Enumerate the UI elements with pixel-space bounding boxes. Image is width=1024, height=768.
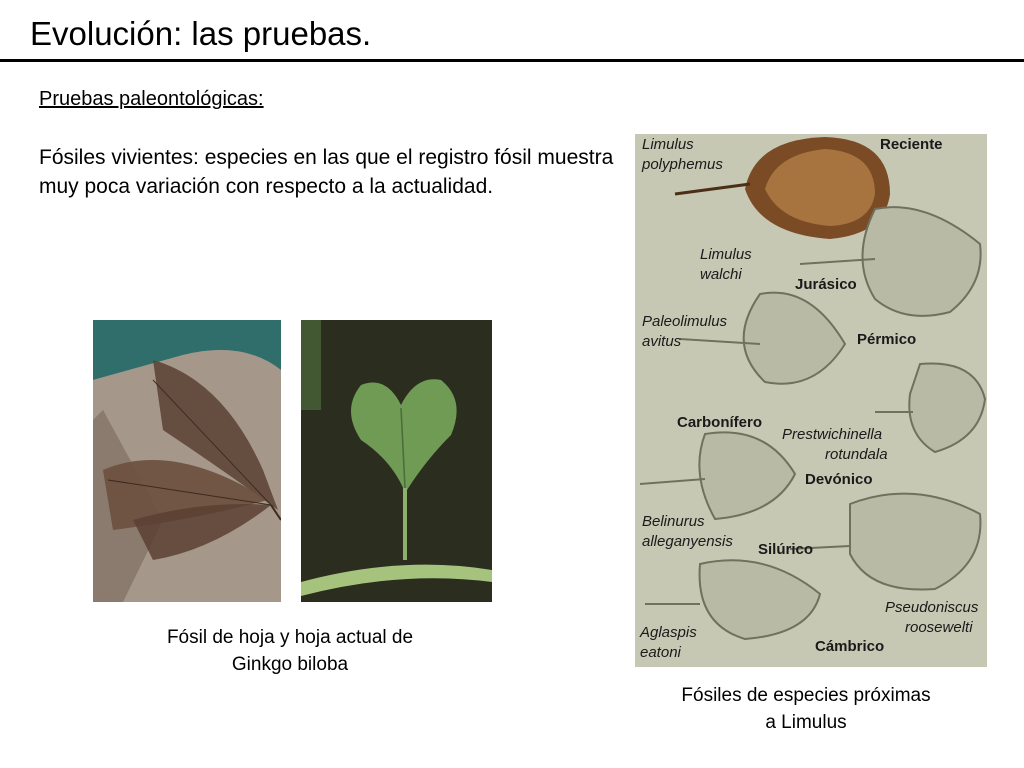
era-label-silurico: Silúrico: [758, 541, 814, 558]
limulus-caption-line-1: Fósiles de especies próximas: [681, 685, 931, 706]
era-label-cambrico: Cámbrico: [815, 638, 885, 655]
species-label-3b: avitus: [642, 333, 682, 350]
species-label-5a: Belinurus: [642, 513, 705, 530]
ginkgo-leaf-photo: [301, 320, 492, 602]
limulus-caption: [646, 682, 966, 736]
era-label-permico: Pérmico: [857, 331, 917, 348]
species-label-4b: rotundala: [825, 446, 888, 463]
species-label-2a: Limulus: [700, 246, 752, 263]
ginkgo-caption-line-2: Ginkgo biloba: [231, 654, 349, 675]
ginkgo-caption-line-1: Fósil de hoja y hoja actual de: [166, 627, 414, 648]
body-text: Fósiles vivientes: especies en las que el registro fósil muestra muy poca variación con respecto a la actualidad.: [39, 146, 614, 198]
ginkgo-fossil-photo: [93, 320, 281, 602]
title-divider: [0, 59, 1024, 62]
subheading: Pruebas paleontológicas:: [39, 88, 264, 110]
species-label-1b: polyphemus: [642, 156, 723, 173]
species-label-6b: roosewelti: [905, 619, 973, 636]
species-label-5b: alleganyensis: [642, 533, 733, 550]
species-label-6a: Pseudoniscus: [885, 599, 979, 616]
era-label-devonico: Devónico: [805, 471, 873, 488]
species-label-3a: Paleolimulus: [642, 313, 728, 330]
slide-title: Evolución: las pruebas.: [30, 15, 372, 52]
species-label-1a: Limulus: [642, 136, 694, 153]
species-label-4a: Prestwichinella: [782, 426, 883, 443]
species-label-2b: walchi: [700, 266, 742, 283]
species-label-7a: Aglaspis: [640, 624, 697, 641]
limulus-fossils-image: [635, 134, 987, 667]
ginkgo-caption: [95, 624, 485, 678]
era-label-jurasico: Jurásico: [795, 276, 857, 293]
era-label-carbonifero: Carbonífero: [677, 414, 763, 431]
limulus-caption-line-2: a Limulus: [765, 712, 847, 733]
era-label-reciente: Reciente: [880, 136, 943, 153]
species-label-7b: eatoni: [640, 644, 681, 661]
